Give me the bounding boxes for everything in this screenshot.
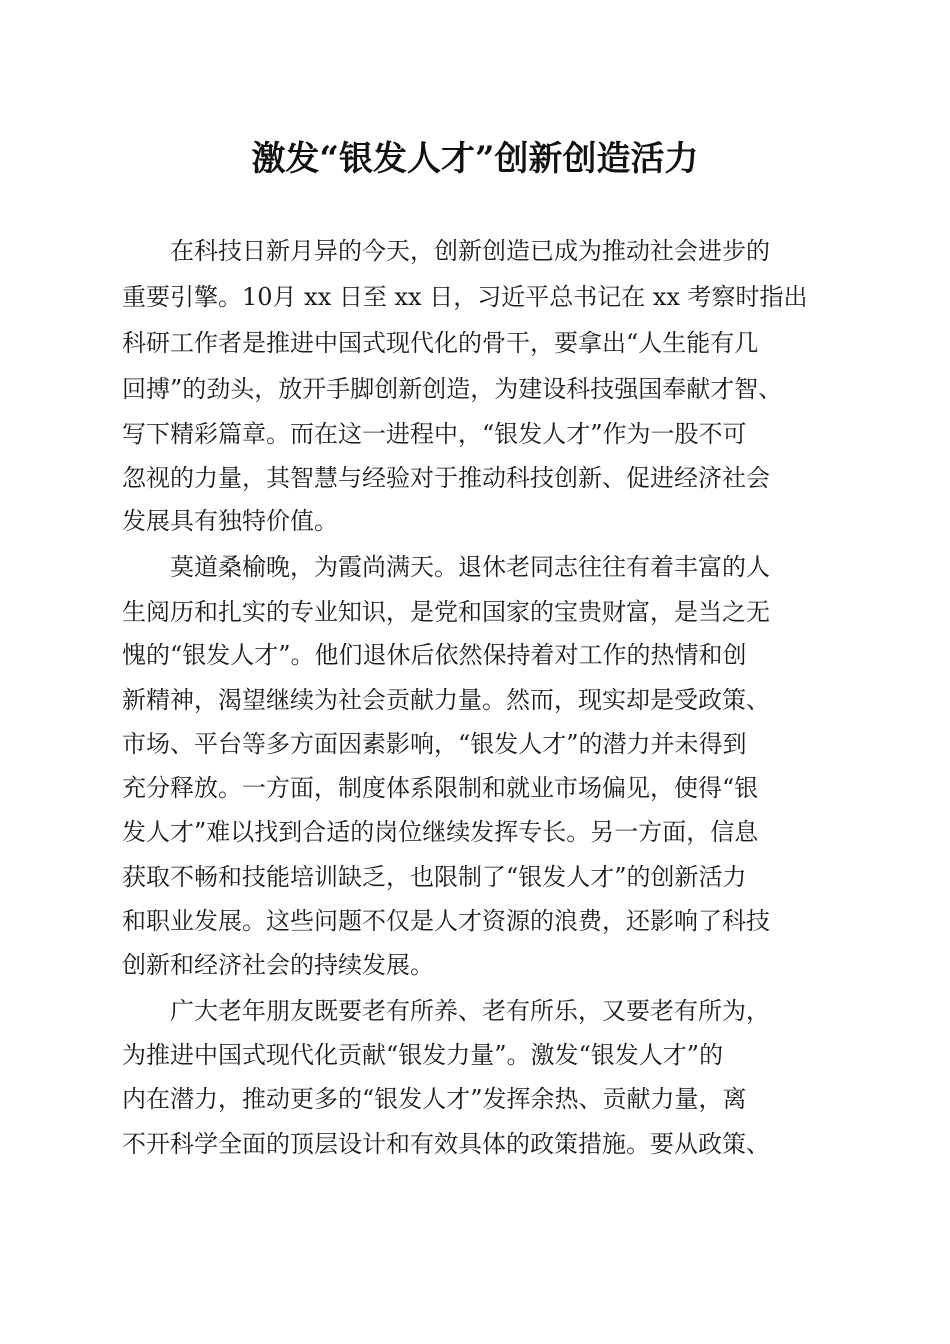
paragraph-1-line-1: 在科技日新月异的今天，创新创造已成为推动社会进步的 — [170, 237, 770, 265]
paragraph-2-line-4: 新精神，渴望继续为社会贡献力量。然而，现实却是受政策、 — [122, 686, 770, 714]
paragraph-2-line-2: 生阅历和扎实的专业知识，是党和国家的宝贵财富，是当之无 — [122, 598, 770, 626]
paragraph-1-line-5: 写下精彩篇章。而在这一进程中，“银发人才”作为一股不可 — [122, 420, 747, 448]
paragraph-3-line-3: 内在潜力，推动更多的“银发人才”发挥余热、贡献力量，离 — [122, 1085, 747, 1113]
paragraph-1-line-6: 忽视的力量，其智慧与经验对于推动科技创新、促进经济社会 — [122, 464, 770, 492]
paragraph-2-line-9: 和职业发展。这些问题不仅是人才资源的浪费，还影响了科技 — [122, 907, 770, 935]
paragraph-1-line-7: 发展具有独特价值。 — [122, 507, 338, 535]
paragraph-2-line-5: 市场、平台等多方面因素影响，“银发人才”的潜力并未得到 — [122, 730, 747, 758]
document-title: 激发“银发人才”创新创造活力 — [251, 139, 699, 179]
paragraph-2-line-6: 充分释放。一方面，制度体系限制和就业市场偏见，使得“银 — [122, 774, 759, 802]
paragraph-2-line-7: 发人才”难以找到合适的岗位继续发挥专长。另一方面，信息 — [122, 818, 759, 846]
paragraph-3-line-4: 不开科学全面的顶层设计和有效具体的政策措施。要从政策、 — [122, 1130, 770, 1158]
paragraph-1-line-3: 科研工作者是推进中国式现代化的骨干，要拿出“人生能有几 — [122, 329, 759, 357]
paragraph-2-line-3: 愧的“银发人才”。他们退休后依然保持着对工作的热情和创 — [122, 641, 747, 669]
paragraph-3-line-1: 广大老年朋友既要老有所养、老有所乐，又要老有所为， — [170, 997, 770, 1025]
paragraph-1-line-2: 重要引擎。10月 xx 日至 xx 日，习近平总书记在 xx 考察时指出 — [122, 283, 808, 311]
paragraph-1-line-4: 回搏”的劲头，放开手脚创新创造，为建设科技强国奉献才智、 — [122, 375, 783, 403]
paragraph-2-line-1: 莫道桑榆晚，为霞尚满天。退休老同志往往有着丰富的人 — [170, 553, 770, 581]
paragraph-2-line-10: 创新和经济社会的持续发展。 — [122, 951, 434, 979]
paragraph-2-line-8: 获取不畅和技能培训缺乏，也限制了“银发人才”的创新活力 — [122, 863, 747, 891]
paragraph-3-line-2: 为推进中国式现代化贡献“银发力量”。激发“银发人才”的 — [122, 1041, 724, 1069]
